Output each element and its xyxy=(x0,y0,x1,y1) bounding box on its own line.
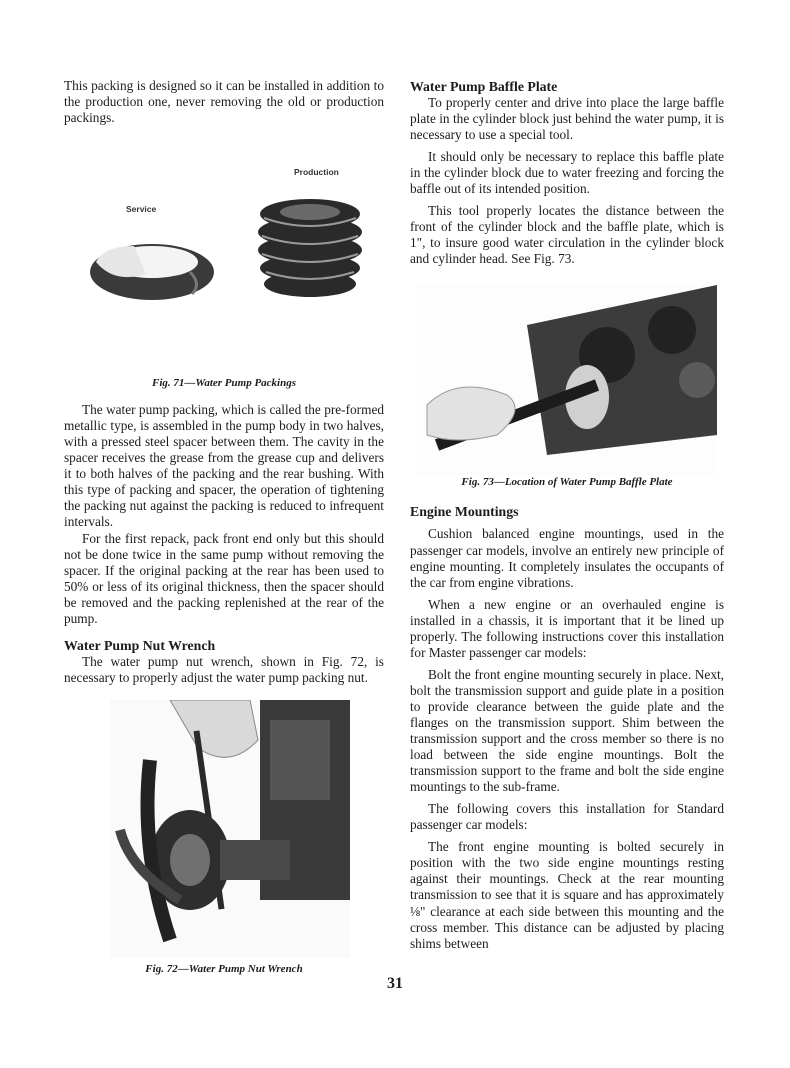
mountings-paragraph-2: When a new engine or an overhauled engine is installed in a chassis, it is important that it be lined up properly. The following instructions cover this installation for Master passenger car models: xyxy=(410,596,724,660)
figure-71 xyxy=(74,134,374,324)
fig73-caption: Fig. 73—Location of Water Pump Baffle Plate xyxy=(461,476,673,489)
baffle-paragraph-1: To properly center and drive into place the large baffle plate in the cylinder block just behind the water pump, it is necessary to use a special tool. xyxy=(410,95,724,143)
mountings-paragraph-4: The following covers this installation for Standard passenger car models: xyxy=(410,801,724,833)
mountings-heading: Engine Mountings xyxy=(410,504,519,520)
wrench-heading: Water Pump Nut Wrench xyxy=(64,637,216,653)
fig71-caption: Fig. 71—Water Pump Packings xyxy=(151,377,297,390)
page-number: 31 xyxy=(387,975,403,992)
left-column xyxy=(64,78,384,976)
baffle-plate-location-image xyxy=(417,285,717,475)
mountings-paragraph-3: Bolt the front engine mounting securely in place. Next, bolt the transmission support and guide plate in a position to provide clearance between the guide plate and the flanges on the transmission support. Shim between the transmission support and the cross member so there is no load between the side engine mountings. Bolt the transmission support to the frame and bolt the side engine mountings to the sub-frame. xyxy=(410,666,724,795)
mountings-paragraph-1: Cushion balanced engine mountings, used in the passenger car models, involve an entirely new principle of engine mounting. It completely insulates the occupants of the car from engine vibrations. xyxy=(410,526,724,590)
production-label: Production xyxy=(294,167,339,178)
repack-paragraph: For the first repack, pack front end only but this should not be done twice in the same pump without removing the spacer. If the original packing at the rear has been used to 50% or less of its original thickness, then the spacer should be removed and the packing replenished at the rear of the pump. xyxy=(64,530,384,626)
mountings-paragraph-5: The front engine mounting is bolted securely in position with the two side engine mountings resting against their mountings. Check at the rear mounting transmission to see that it is square and has approximately ⅛" clearance at each side between this mounting and the cross member. This distance can be adjusted by placing shims between xyxy=(410,839,724,951)
fig72-caption: Fig. 72—Water Pump Nut Wrench xyxy=(145,962,303,975)
wrench-paragraph: The water pump nut wrench, shown in Fig. 72, is necessary to properly adjust the water pump packing nut. xyxy=(64,653,384,685)
service-label: Service xyxy=(126,204,157,215)
baffle-heading: Water Pump Baffle Plate xyxy=(410,79,558,94)
packing-paragraph: The water pump packing, which is called the pre-formed metallic type, is assembled in the pump body in two halves, with a pressed steel spacer between them. The cavity in the spacer receives the grease from the grease cup and delivers it to both halves of the packing and the rear bushing. With this type of packing and spacer, the operation of tightening the packing nut against the packing is reduced to infrequent intervals. xyxy=(64,402,384,530)
baffle-paragraph-2: It should only be necessary to replace this baffle plate in the cylinder block due to water freezing and forcing the baffle out of its intended position. xyxy=(410,149,724,197)
water-pump-packings-image xyxy=(74,134,374,324)
figure-72 xyxy=(110,700,350,958)
right-column xyxy=(410,78,724,952)
figure-73 xyxy=(417,285,717,475)
water-pump-nut-wrench-image xyxy=(110,700,350,958)
intro-paragraph: This packing is designed so it can be installed in addition to the production one, never removing the old or production packings. xyxy=(64,78,384,126)
baffle-paragraph-3: This tool properly locates the distance between the front of the cylinder block and the baffle plate, which is 1", to insure good water circulation in the cylinder block and cylinder head. See Fig. 73. xyxy=(410,203,724,267)
